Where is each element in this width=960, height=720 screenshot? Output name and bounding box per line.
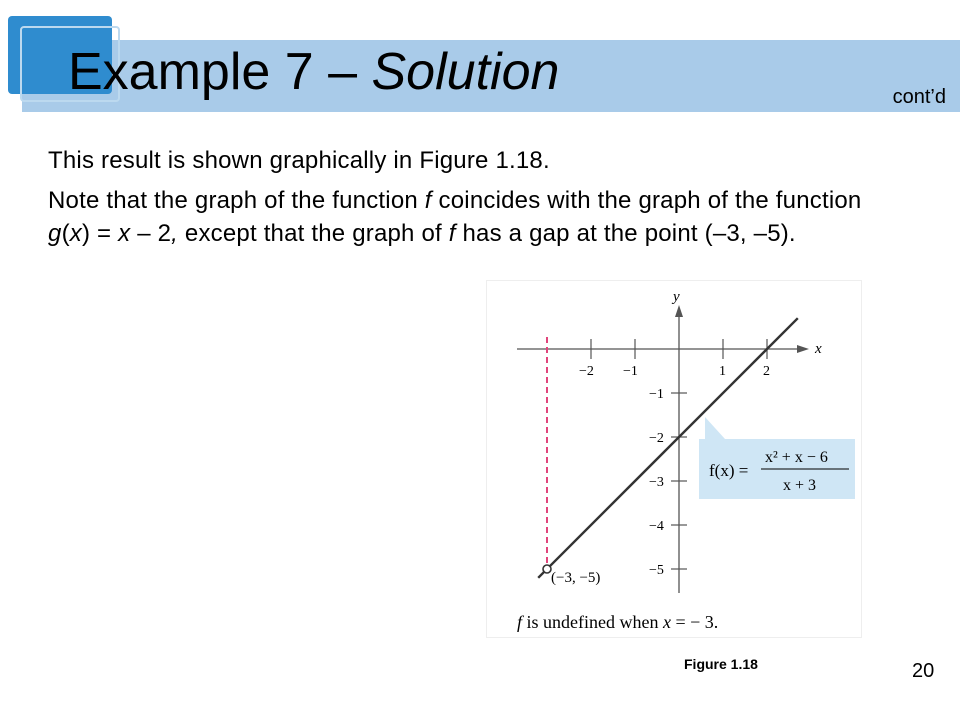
var-f: f (448, 220, 456, 247)
y-tick-label: −4 (649, 519, 664, 534)
x-axis-label: x (815, 341, 822, 357)
figure-caption: Figure 1.18 (684, 656, 758, 672)
text-run: has a gap at the point (–3, –5). (455, 220, 796, 247)
text-run: ( (61, 220, 70, 247)
graph-svg (487, 281, 863, 639)
var-f: f (424, 187, 432, 214)
x-axis-arrow (797, 345, 809, 353)
paragraph-2 (48, 184, 908, 250)
undefined-note: f is undefined when x = − 3. (517, 612, 719, 632)
title-italic: Solution (371, 43, 560, 101)
formula-lhs: f(x) = (709, 461, 749, 480)
var-x: x (118, 220, 131, 247)
point-label: (−3, −5) (551, 570, 601, 586)
x-tick-label: 1 (719, 364, 726, 379)
continued-label: cont’d (892, 86, 946, 108)
text-run: – 2 (130, 220, 172, 247)
formula-numerator: x² + x − 6 (765, 449, 828, 466)
slide-title (68, 36, 559, 108)
y-tick-label: −5 (649, 563, 664, 578)
var-g: g (48, 220, 62, 247)
text-run: except that the graph of (178, 220, 449, 247)
text-run: Note that the graph of the function (48, 187, 425, 214)
y-axis-arrow (675, 305, 683, 317)
x-tick-label: −2 (579, 364, 594, 379)
formula-denominator: x + 3 (783, 477, 817, 494)
formula-callout (699, 417, 855, 499)
x-tick-label: −1 (623, 364, 638, 379)
body-text (48, 144, 908, 257)
y-tick-label: −1 (649, 387, 664, 402)
text-run: , (171, 220, 179, 247)
figure-1-18 (486, 280, 862, 638)
y-tick-label: −3 (649, 475, 664, 490)
y-axis-label: y (673, 289, 680, 305)
hole-point (543, 565, 551, 573)
y-tick-label: −2 (649, 431, 664, 446)
text-run: coincides with the graph of the function (431, 187, 862, 214)
title-main: Example 7 – (68, 43, 372, 101)
text-run: ) = (81, 220, 119, 247)
x-tick-label: 2 (763, 364, 770, 379)
page-number: 20 (912, 660, 935, 682)
var-x: x (69, 220, 82, 247)
paragraph-1: This result is shown graphically in Figure 1.18. (48, 147, 550, 174)
